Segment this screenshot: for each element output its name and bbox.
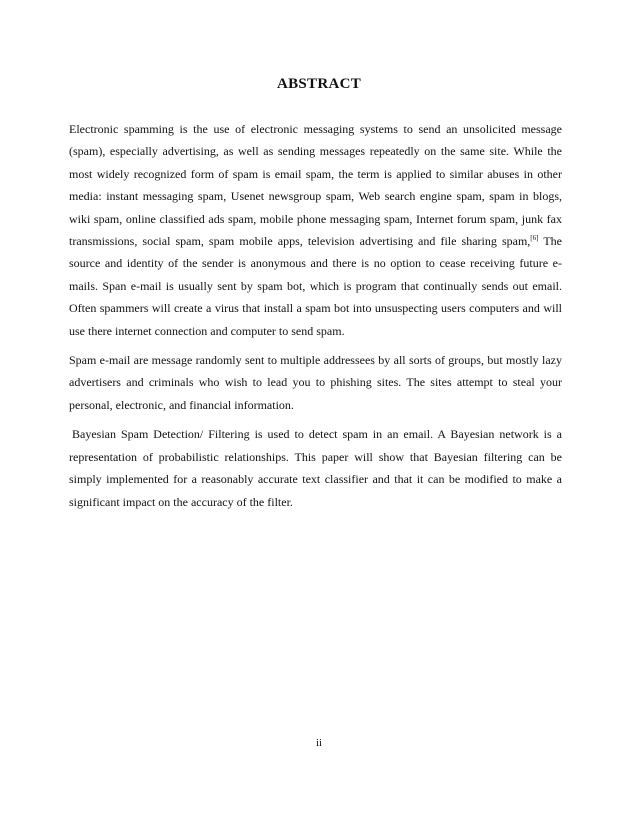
paragraph-1-text: Electronic spamming is the use of electronic messaging systems to send an unsolicited message (spam), especially advertising, as well as sending messages repeatedly on the same site. While the most widely recognized form of spam is email spam, the term is applied to similar abuses in other media: instant messaging spam, Usenet newsgroup spam, Web search engine spam, spam in blogs, wiki spam, online classified ads spam, mobile phone messaging spam, Internet forum spam, junk fax transmissions, social spam, spam mobile apps, television advertising and file sharing spam, [69, 122, 562, 249]
abstract-paragraph-1 [69, 118, 562, 342]
abstract-body [69, 118, 562, 520]
abstract-paragraph-2: Spam e-mail are message randomly sent to multiple addressees by all sorts of groups, but mostly lazy advertisers and criminals who wish to lead you to phishing sites. The sites attempt to steal your personal, electronic, and financial information. [69, 353, 562, 412]
abstract-paragraph-3: Bayesian Spam Detection/ Filtering is used to detect spam in an email. A Bayesian network is a representation of probabilistic relationships. This paper will show that Bayesian filtering can be simply implemented for a reasonably accurate text classifier and that it can be modified to make a significant impact on the accuracy of the filter. [69, 427, 562, 509]
page-number: ii [315, 737, 323, 749]
page-title: ABSTRACT [276, 76, 362, 92]
paragraph-1-continuation: The source and identity of the sender is anonymous and there is no option to cease receiving future e-mails. Span e-mail is usually sent by spam bot, which is program that continually sends out email. Often spammers will create a virus that install a spam bot into unsuspecting users computers and will use there internet connection and computer to send spam. [69, 234, 562, 338]
citation-reference: [6] [530, 234, 539, 243]
